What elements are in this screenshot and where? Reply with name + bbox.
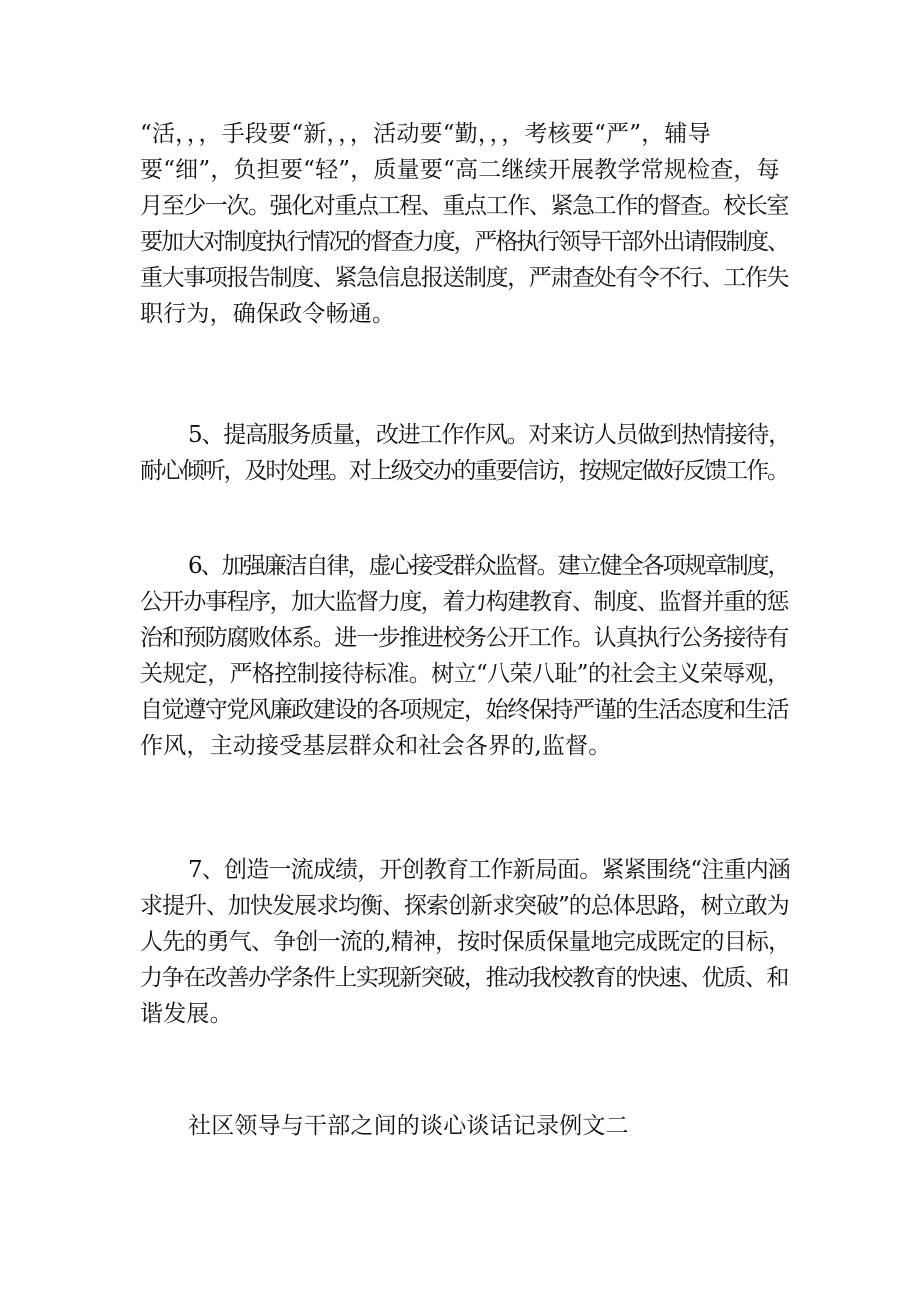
text-line: “活，，，手段要“新，，，活动要“勤，，，考核要“严”，辅导 — [140, 121, 711, 147]
text-line: 7、创造一流成绩，开创教育工作新局面。紧紧围绕“注重内涵 — [188, 857, 790, 883]
text-line: 人先的勇气、争创一流的,精神，按时保质保量地完成既定的目标， — [140, 929, 791, 955]
text-line: 耐心倾听，及时处理。对上级交办的重要信访，按规定做好反馈工作。 — [140, 458, 788, 484]
text-line: 治和预防腐败体系。进一步推进校务公开工作。认真执行公务接待有 — [140, 625, 789, 651]
text-line: 要加大对制度执行情况的督查力度，严格执行领导干部外出请假制度、 — [140, 229, 788, 255]
text-line: 力争在改善办学条件上实现新突破，推动我校教育的快速、优质、和 — [140, 965, 789, 991]
text-line: 重大事项报告制度、紧急信息报送制度，严肃查处有令不行、工作失 — [140, 265, 789, 291]
text-line: 自觉遵守党风廉政建设的各项规定，始终保持严谨的生活态度和生活 — [140, 697, 789, 723]
text-line: 职行为，确保政令畅通。 — [140, 301, 396, 327]
text-line: 谐发展。 — [140, 1001, 233, 1027]
paragraph-integrity — [140, 548, 790, 764]
text-line: 公开办事程序，加大监督力度，着力构建教育、制度、监督并重的惩 — [140, 589, 789, 615]
paragraph-service-quality — [140, 417, 790, 489]
paragraph-supervision — [140, 116, 790, 332]
text-line: 月至少一次。强化对重点工程、重点工作、紧急工作的督查。校长室 — [140, 193, 789, 219]
text-line: 要“细”，负担要“轻”，质量要“高二继续开展教学常规检查，每 — [140, 157, 780, 183]
text-line: 关规定，严格控制接待标准。树立“八荣八耻”的社会主义荣辱观， — [140, 661, 790, 687]
text-line: 6、加强廉洁自律，虚心接受群众监督。建立健全各项规章制度， — [188, 553, 789, 579]
section-heading — [140, 1108, 790, 1144]
paragraph-achievements — [140, 852, 790, 1032]
text-line: 5、提高服务质量，改进工作作风。对来访人员做到热情接待， — [188, 422, 791, 448]
heading-text: 社区领导与干部之间的谈心谈话记录例文二 — [188, 1113, 629, 1139]
text-line: 作风，主动接受基层群众和社会各界的,监督。 — [140, 733, 612, 759]
text-line: 求提升、加快发展求均衡、探索创新求突破”的总体思路，树立敢为 — [140, 893, 789, 919]
